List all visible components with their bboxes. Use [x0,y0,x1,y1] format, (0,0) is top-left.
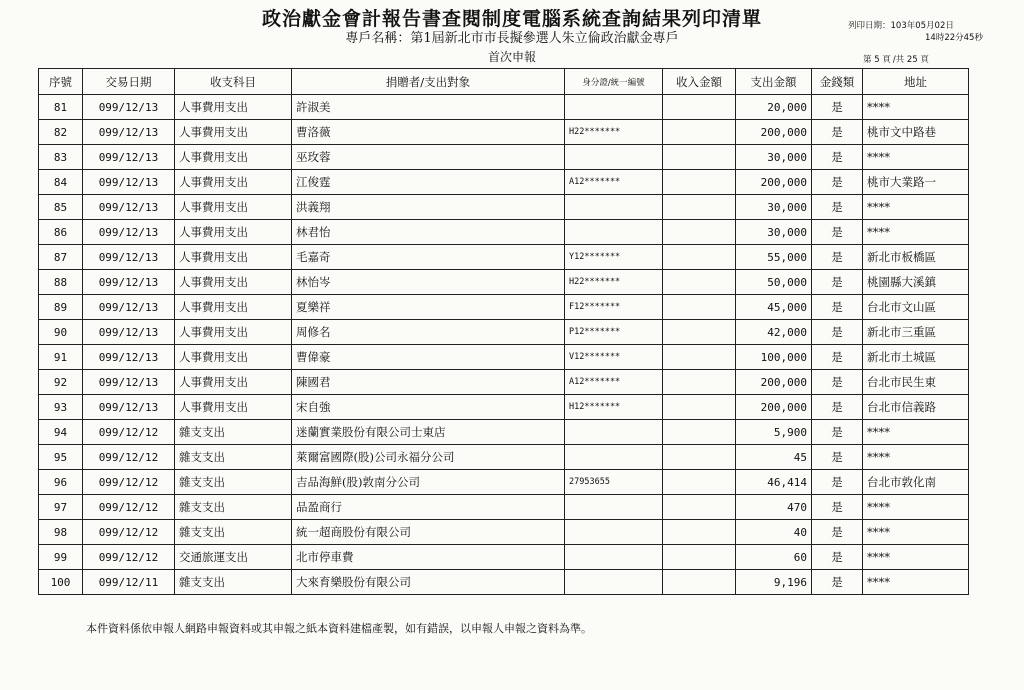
col-header-category: 收支科目 [175,69,292,95]
cell-party: 北市停車費 [292,545,565,570]
cell-date: 099/12/13 [83,170,175,195]
cell-income [663,320,736,345]
cell-date: 099/12/13 [83,395,175,420]
table-row [39,245,969,270]
cell-expense: 45 [736,445,812,470]
table-row [39,445,969,470]
cell-id [565,420,663,445]
cell-date: 099/12/13 [83,295,175,320]
cell-id: H12******* [565,395,663,420]
table-row [39,270,969,295]
cell-address: **** [863,145,969,170]
cell-no: 98 [39,520,83,545]
cell-income [663,395,736,420]
table-row [39,120,969,145]
cell-party: 毛嘉奇 [292,245,565,270]
cell-expense: 200,000 [736,120,812,145]
cell-id: V12******* [565,345,663,370]
cell-expense: 40 [736,520,812,545]
cell-no: 86 [39,220,83,245]
cell-income [663,470,736,495]
cell-expense: 200,000 [736,395,812,420]
cell-cash: 是 [812,520,863,545]
cell-address: **** [863,545,969,570]
table-row [39,170,969,195]
cell-id [565,95,663,120]
cell-income [663,370,736,395]
table-row [39,520,969,545]
cell-date: 099/12/12 [83,470,175,495]
cell-party: 統一超商股份有限公司 [292,520,565,545]
cell-no: 82 [39,120,83,145]
cell-category: 雜支支出 [175,420,292,445]
table-row [39,345,969,370]
cell-cash: 是 [812,320,863,345]
cell-category: 人事費用支出 [175,220,292,245]
cell-date: 099/12/13 [83,245,175,270]
print-date: 列印日期：103年05月02日 [848,21,954,31]
cell-income [663,95,736,120]
cell-date: 099/12/12 [83,495,175,520]
cell-no: 90 [39,320,83,345]
cell-date: 099/12/13 [83,195,175,220]
cell-income [663,270,736,295]
cell-address: 桃市大業路一 [863,170,969,195]
cell-expense: 50,000 [736,270,812,295]
cell-no: 100 [39,570,83,595]
cell-expense: 200,000 [736,170,812,195]
cell-address: 新北市板橋區 [863,245,969,270]
cell-date: 099/12/13 [83,95,175,120]
table-row [39,320,969,345]
cell-cash: 是 [812,120,863,145]
cell-party: 巫玫蓉 [292,145,565,170]
cell-income [663,420,736,445]
cell-address: **** [863,570,969,595]
cell-date: 099/12/12 [83,420,175,445]
cell-expense: 20,000 [736,95,812,120]
cell-expense: 60 [736,545,812,570]
cell-expense: 30,000 [736,145,812,170]
cell-address: **** [863,195,969,220]
cell-category: 人事費用支出 [175,95,292,120]
cell-id [565,195,663,220]
print-time: 14時22分45秒 [925,33,983,43]
table-header-row [39,69,969,95]
cell-date: 099/12/13 [83,370,175,395]
col-header-income: 收入金額 [663,69,736,95]
cell-party: 許淑美 [292,95,565,120]
cell-date: 099/12/13 [83,145,175,170]
cell-cash: 是 [812,345,863,370]
cell-income [663,195,736,220]
cell-expense: 42,000 [736,320,812,345]
cell-party: 周修名 [292,320,565,345]
cell-income [663,295,736,320]
col-header-party: 捐贈者/支出對象 [292,69,565,95]
cell-category: 雜支支出 [175,570,292,595]
cell-party: 大來育樂股份有限公司 [292,570,565,595]
cell-no: 85 [39,195,83,220]
cell-no: 88 [39,270,83,295]
cell-party: 品盈商行 [292,495,565,520]
cell-address: **** [863,495,969,520]
cell-expense: 470 [736,495,812,520]
cell-no: 95 [39,445,83,470]
cell-expense: 5,900 [736,420,812,445]
cell-category: 雜支支出 [175,470,292,495]
cell-id: A12******* [565,170,663,195]
cell-address: **** [863,220,969,245]
cell-id [565,145,663,170]
cell-party: 洪義翔 [292,195,565,220]
cell-income [663,145,736,170]
cell-expense: 30,000 [736,220,812,245]
cell-party: 江俊霆 [292,170,565,195]
cell-expense: 100,000 [736,345,812,370]
cell-date: 099/12/12 [83,520,175,545]
cell-no: 81 [39,95,83,120]
cell-expense: 45,000 [736,295,812,320]
cell-cash: 是 [812,170,863,195]
cell-category: 人事費用支出 [175,170,292,195]
cell-no: 92 [39,370,83,395]
cell-category: 人事費用支出 [175,370,292,395]
report-type: 首次申報 [487,50,536,64]
cell-date: 099/12/12 [83,545,175,570]
cell-income [663,520,736,545]
cell-date: 099/12/13 [83,120,175,145]
cell-address: 台北市信義路 [863,395,969,420]
cell-category: 人事費用支出 [175,145,292,170]
cell-address: **** [863,95,969,120]
table-row [39,295,969,320]
table-row [39,470,969,495]
cell-income [663,570,736,595]
cell-party: 曹偉豪 [292,345,565,370]
cell-category: 人事費用支出 [175,295,292,320]
table-row [39,220,969,245]
cell-category: 人事費用支出 [175,395,292,420]
cell-category: 人事費用支出 [175,320,292,345]
cell-cash: 是 [812,270,863,295]
cell-date: 099/12/12 [83,445,175,470]
cell-expense: 55,000 [736,245,812,270]
cell-party: 夏樂祥 [292,295,565,320]
cell-no: 89 [39,295,83,320]
cell-income [663,545,736,570]
cell-category: 交通旅運支出 [175,545,292,570]
col-header-date: 交易日期 [83,69,175,95]
cell-category: 人事費用支出 [175,245,292,270]
cell-no: 84 [39,170,83,195]
cell-id: H22******* [565,120,663,145]
cell-address: 新北市土城區 [863,345,969,370]
cell-category: 人事費用支出 [175,120,292,145]
cell-party: 陳國君 [292,370,565,395]
cell-date: 099/12/13 [83,220,175,245]
cell-income [663,245,736,270]
cell-income [663,495,736,520]
cell-address: 台北市敦化南 [863,470,969,495]
cell-party: 迷蘭實業股份有限公司士東店 [292,420,565,445]
table-row [39,545,969,570]
table-row [39,570,969,595]
page-info [862,53,930,65]
cell-no: 99 [39,545,83,570]
page-current: 第 5 頁 [863,55,891,65]
report-title: 政治獻金會計報告書查閱制度電腦系統查詢結果列印清單 [261,8,762,30]
cell-expense: 9,196 [736,570,812,595]
cell-cash: 是 [812,470,863,495]
cell-party: 林君怡 [292,220,565,245]
cell-income [663,345,736,370]
cell-cash: 是 [812,95,863,120]
table-row [39,420,969,445]
cell-no: 83 [39,145,83,170]
cell-address: **** [863,420,969,445]
cell-date: 099/12/13 [83,270,175,295]
cell-expense: 200,000 [736,370,812,395]
cell-party: 宋自強 [292,395,565,420]
cell-address: **** [863,445,969,470]
cell-date: 099/12/13 [83,320,175,345]
cell-category: 雜支支出 [175,445,292,470]
cell-id: F12******* [565,295,663,320]
page-total: /共 25 頁 [892,55,929,65]
table-row [39,495,969,520]
records-table [38,68,969,595]
cell-category: 雜支支出 [175,520,292,545]
cell-party: 吉品海鮮(股)敦南分公司 [292,470,565,495]
cell-category: 人事費用支出 [175,195,292,220]
cell-id: A12******* [565,370,663,395]
cell-cash: 是 [812,220,863,245]
cell-address: 台北市民生東 [863,370,969,395]
cell-address: 新北市三重區 [863,320,969,345]
cell-id: Y12******* [565,245,663,270]
cell-cash: 是 [812,570,863,595]
cell-id: H22******* [565,270,663,295]
table-row [39,370,969,395]
cell-category: 雜支支出 [175,495,292,520]
cell-id [565,220,663,245]
cell-cash: 是 [812,545,863,570]
cell-cash: 是 [812,245,863,270]
col-header-id: 身分證/統一編號 [565,69,663,95]
col-header-cash: 金錢類 [812,69,863,95]
cell-no: 96 [39,470,83,495]
cell-cash: 是 [812,370,863,395]
cell-no: 97 [39,495,83,520]
cell-id [565,520,663,545]
table-row [39,95,969,120]
cell-id [565,545,663,570]
cell-cash: 是 [812,445,863,470]
cell-category: 人事費用支出 [175,270,292,295]
cell-id: 27953655 [565,470,663,495]
cell-address: **** [863,520,969,545]
cell-party: 林怡岑 [292,270,565,295]
cell-cash: 是 [812,420,863,445]
table-row [39,395,969,420]
cell-no: 93 [39,395,83,420]
col-header-expense: 支出金額 [736,69,812,95]
cell-id [565,570,663,595]
cell-party: 萊爾富國際(股)公司永福分公司 [292,445,565,470]
cell-income [663,220,736,245]
cell-cash: 是 [812,145,863,170]
cell-address: 台北市文山區 [863,295,969,320]
table-row [39,145,969,170]
cell-no: 91 [39,345,83,370]
cell-no: 87 [39,245,83,270]
cell-income [663,170,736,195]
cell-income [663,120,736,145]
cell-date: 099/12/11 [83,570,175,595]
table-row [39,195,969,220]
account-name: 專戶名稱：第1屆新北市市長擬參選人朱立倫政治獻金專戶 [345,31,679,46]
cell-address: 桃市文中路巷 [863,120,969,145]
cell-id [565,495,663,520]
cell-address: 桃園縣大溪鎮 [863,270,969,295]
cell-id [565,445,663,470]
cell-expense: 46,414 [736,470,812,495]
cell-category: 人事費用支出 [175,345,292,370]
cell-expense: 30,000 [736,195,812,220]
col-header-address: 地址 [863,69,969,95]
cell-no: 94 [39,420,83,445]
col-header-no: 序號 [39,69,83,95]
cell-id: P12******* [565,320,663,345]
cell-cash: 是 [812,295,863,320]
cell-cash: 是 [812,395,863,420]
cell-cash: 是 [812,195,863,220]
cell-party: 曹洛薇 [292,120,565,145]
cell-income [663,445,736,470]
cell-date: 099/12/13 [83,345,175,370]
cell-cash: 是 [812,495,863,520]
footnote: 本件資料係依申報人網路申報資料或其申報之紙本資料建檔產製，如有錯誤，以申報人申報之資料為準。 [86,622,592,635]
